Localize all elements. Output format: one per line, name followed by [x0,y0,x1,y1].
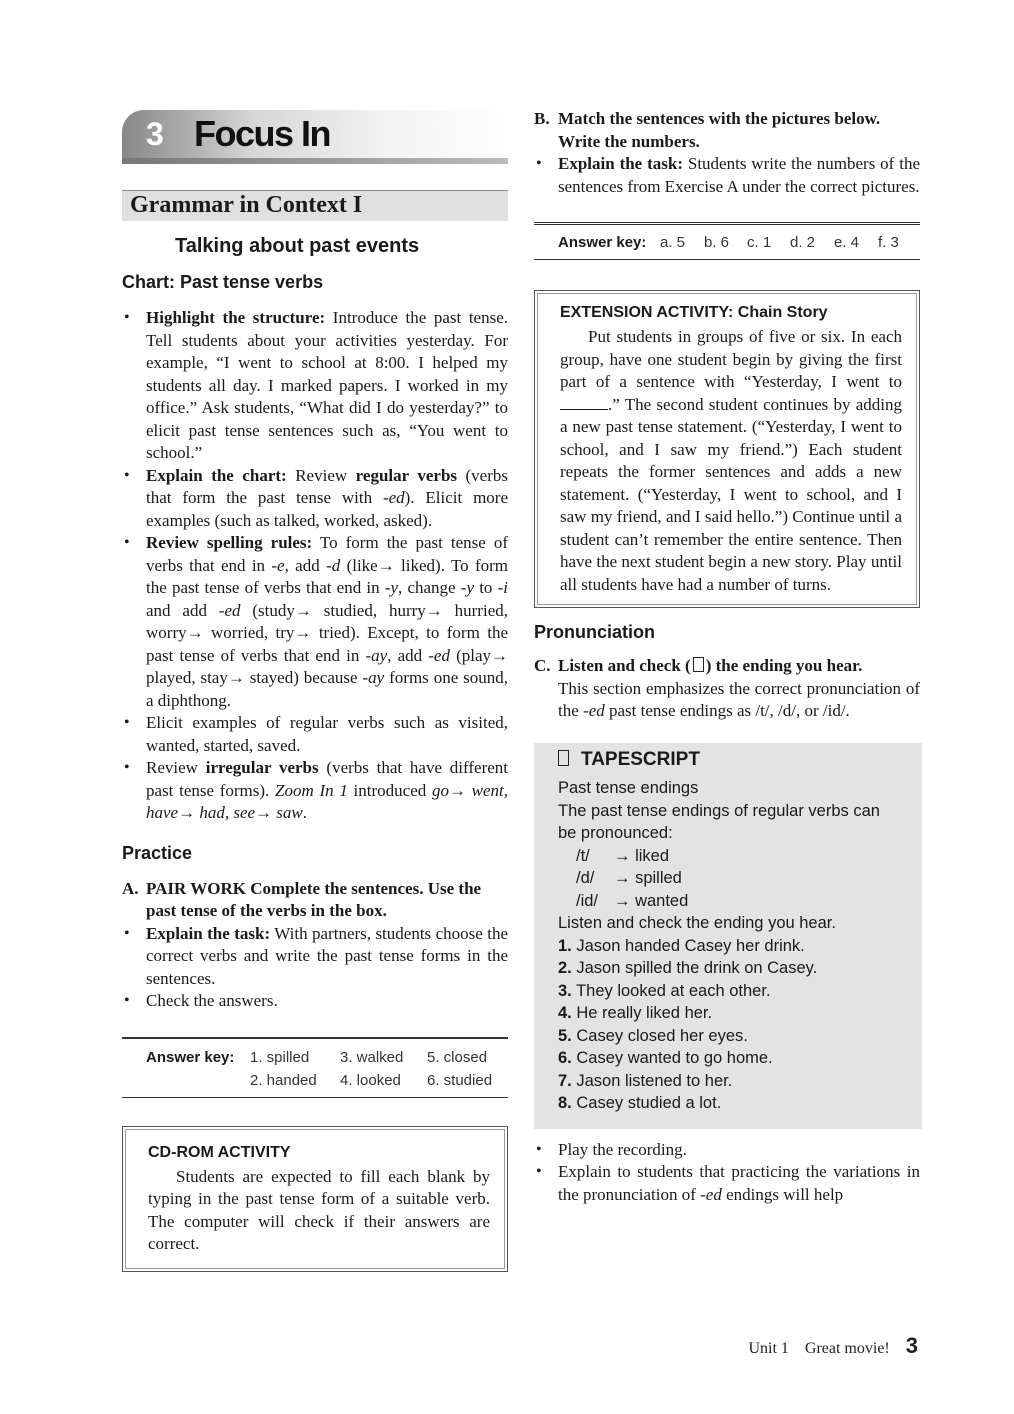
tapescript-header [558,749,902,772]
tapescript-item: 1. Jason handed Casey her drink. [558,936,805,955]
cdrom-text: Students are expected to fill each blank by typing in the past tense form of a suitable verb. The computer will check if their answers are correct. [148,1166,490,1253]
list-item: • Explain the chart: Review regular verbs (verbs that form the past tense with -ed). Elicit more examples (such as talked, worked, asked). [122,465,508,533]
tapescript-item: 2. Jason spilled the drink on Casey. [558,959,818,977]
list-item: • Explain the task: Students write the numbers of the sentences from Exercise A under the correct pictures. [534,153,920,198]
pronunciation-heading: Pronunciation [534,622,655,642]
left-column [122,108,508,1272]
extension-text: Put students in groups of five or six. In each group, have one student begin by giving the first part of a sentence with “Yesterday, I went to .” The second student continues by adding a new past tense statement. (“Yesterday, I went to school, and I saw my friend.”) Each student repeats the former sentences and adds a new statement. (“Yesterday, I went to school, and I saw my friend, and I said hello.”) Continue until a student can’t remember the entire sentence. Then have the next student begin a new story. Play until all students have had a number of turns. [560,327,902,594]
cdrom-title: CD-ROM ACTIVITY [148,1143,291,1161]
ending-row: /t/ → liked [576,846,670,865]
exercise-a-label: A. [122,878,139,898]
section-title: Focus In [194,113,331,154]
tapescript-item: 6. Casey wanted to go home. [558,1049,773,1067]
list-item: • Play the recording. [534,1139,920,1162]
cdrom-box [122,1126,508,1272]
extension-box [534,290,920,608]
ending-row: /d/ → spilled [576,869,682,887]
tapescript-line: Past tense endings [558,779,699,797]
list-item: • Review irregular verbs (verbs that have different past tense forms). Zoom In 1 introduced go→ went, have→ had, see→ saw. [122,757,508,825]
exercise-b [534,108,920,153]
answer-item: 4. looked [340,1071,401,1089]
blank-line [560,409,608,410]
exercise-a-text: PAIR WORK Complete the sentences. Use the past tense of the verbs in the box. [146,878,482,920]
footer-title: Great movie! [804,1340,890,1357]
answer-item: b. 6 [704,234,730,251]
cassette-icon [558,750,569,766]
tapescript-box [534,743,922,1129]
answer-item: f. 3 [878,234,899,251]
page-footer [748,1333,918,1359]
answer-item: 3. walked [340,1048,404,1066]
right-column [534,108,920,1206]
answer-key-label: Answer key: [558,234,647,251]
tapescript-item: 5. Casey closed her eyes. [558,1026,748,1045]
answer-item: 2. handed [250,1071,317,1089]
answer-item: d. 2 [790,234,816,251]
grammar-heading-box [122,190,508,221]
tapescript-item: 3. They looked at each other. [558,981,771,1000]
answer-key-a [122,1037,508,1098]
answer-item: 5. closed [427,1048,488,1066]
tapescript-title: TAPESCRIPT [581,748,700,770]
answer-item: 6. studied [427,1071,493,1089]
answer-key-b [534,222,920,260]
exercise-c-text: This section emphasizes the correct pronunciation of the -ed past tense endings as /t/, /d/, or /id/. [558,678,920,720]
chart-heading: Chart: Past tense verbs [122,272,324,292]
tapescript-item: 4. He really liked her. [558,1004,713,1022]
tapescript-item: 8. Casey studied a lot. [558,1094,722,1112]
list-item: • Explain to students that practicing the variations in the pronunciation of -ed endings will help [534,1161,920,1206]
ending-row: /id/ → wanted [576,891,689,910]
section-number: 3 [146,116,164,152]
practice-bullets [122,923,508,1013]
answer-key-label: Answer key: [146,1048,235,1066]
list-item: • Highlight the structure: Introduce the past tense. Tell students about your activities yesterday. For example, “I went to school at 8:00. I helped my students all day. I marked papers. I worked in my office.” Ask students, “What did I do yesterday?” to elicit past tense sentences such as, “You went to school.” [122,307,508,465]
exercise-b-label: B. [534,109,550,128]
list-item: • Explain the task: With partners, students choose the correct verbs and write the past tense forms in the sentences. [122,923,508,991]
subheading: Talking about past events [175,235,420,257]
exercise-c: C. Listen and check ( ) the ending you hear. This section emphasizes the correct pronunciation of the -ed past tense endings as /t/, /d/, or /id/. [534,655,920,723]
exercise-a [122,878,508,923]
answer-item: c. 1 [747,234,772,251]
grammar-heading: Grammar in Context I [130,192,363,218]
list-item: • Review spelling rules: To form the past tense of verbs that end in -e, add -d (like→ liked). To form the past tense of verbs that end in -y, change -y to -i and add -ed (study→ studied, hurry→ hurried, worry→ worried, try→ tried). Except, to form the past tense of verbs that end in -ay, add -ed (play→ played, stay→ stayed) because -ay forms one sound, a diphthong. [122,532,508,712]
exercise-b-bullets [534,153,920,198]
chart-bullets [122,307,508,825]
tapescript-instruction: Listen and check the ending you hear. [558,914,836,932]
exercise-b-text: Match the sentences with the pictures below. Write the numbers. [558,109,881,151]
checkbox-icon [693,657,704,672]
answer-item: e. 4 [834,234,860,251]
answer-item: 1. spilled [250,1048,310,1066]
practice-heading: Practice [122,842,193,863]
list-item: • Check the answers. [122,990,508,1013]
page-number: 3 [905,1333,918,1358]
tapescript-item: 7. Jason listened to her. [558,1071,733,1090]
footer-unit: Unit 1 [748,1340,789,1357]
list-item: • Elicit examples of regular verbs such as visited, wanted, started, saved. [122,712,508,757]
answer-item: a. 5 [660,234,686,251]
section-banner [122,108,508,168]
exercise-c-label: C. [534,656,551,675]
tapescript-line: The past tense endings of regular verbs can be pronounced: [558,801,880,842]
extension-title: EXTENSION ACTIVITY: Chain Story [560,304,828,321]
final-bullets [534,1139,920,1207]
